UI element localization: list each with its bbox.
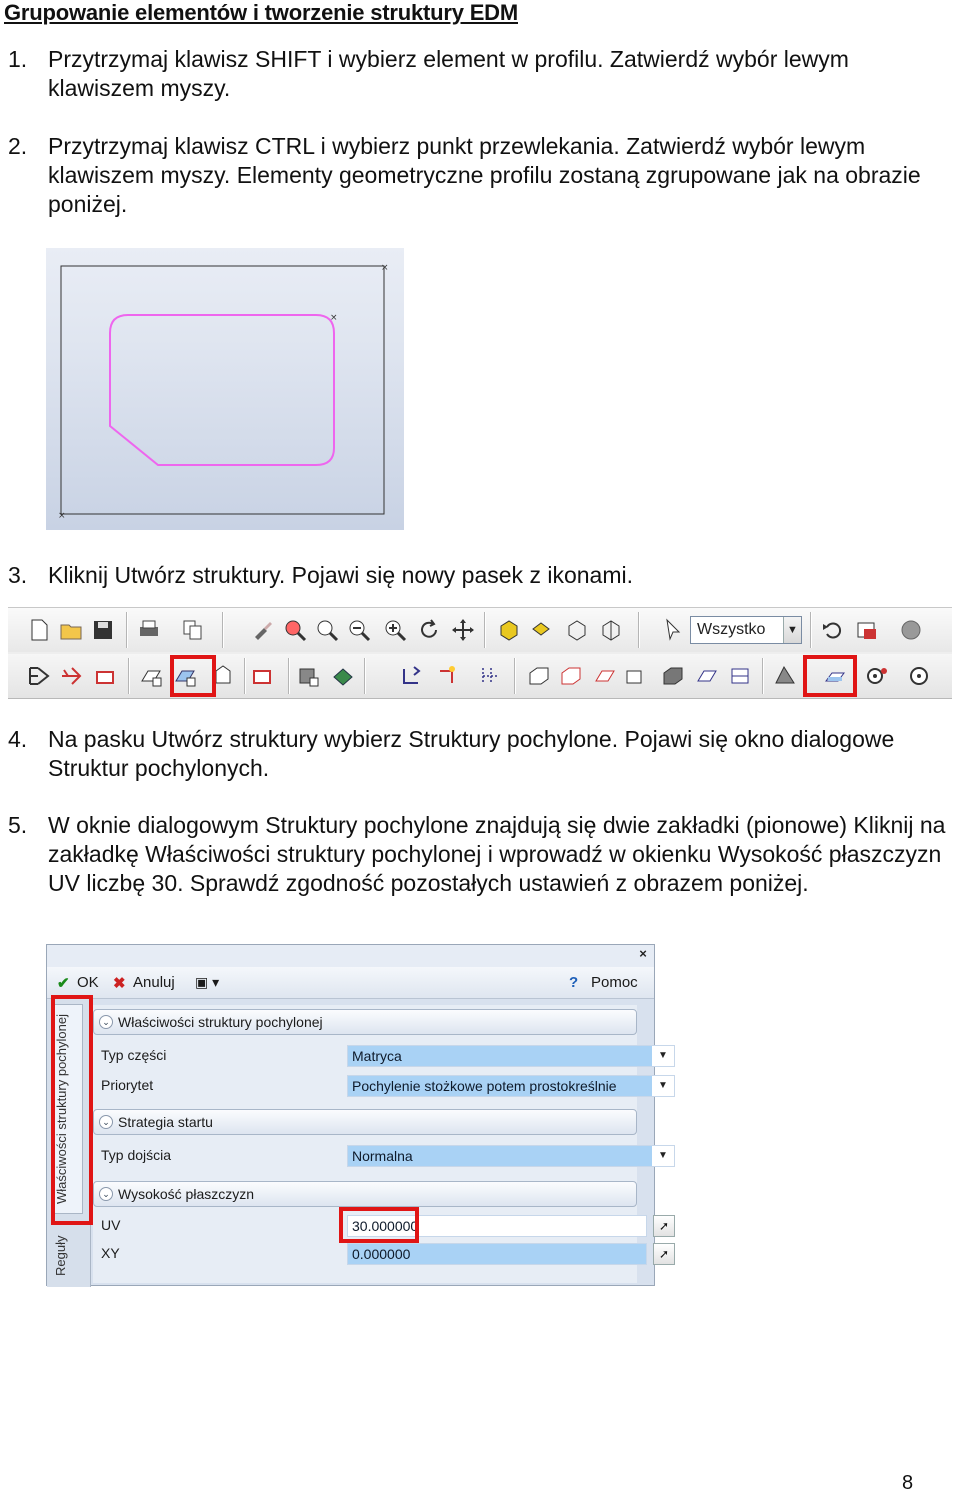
undo-icon[interactable] bbox=[820, 617, 846, 643]
create-structures-toolbar-screenshot bbox=[8, 607, 952, 699]
hidden-lines-icon[interactable] bbox=[598, 617, 624, 643]
cancel-x-icon: ✖ bbox=[113, 975, 126, 992]
close-icon[interactable]: × bbox=[639, 946, 647, 961]
dialog-titlebar bbox=[47, 945, 654, 967]
section-header[interactable] bbox=[93, 1109, 637, 1135]
reverse-icon[interactable] bbox=[398, 663, 424, 689]
toolbar-separator bbox=[128, 658, 130, 694]
chevron-down-icon[interactable]: ▼ bbox=[652, 1046, 674, 1066]
help-button[interactable]: Pomoc bbox=[591, 974, 638, 991]
chevron-down-icon[interactable]: ⌄ bbox=[99, 1015, 113, 1029]
step-4 bbox=[8, 725, 948, 783]
ok-button[interactable]: OK bbox=[77, 974, 99, 991]
toolbar-separator bbox=[222, 612, 224, 648]
rotate-icon[interactable] bbox=[416, 617, 442, 643]
toolbar-separator bbox=[288, 658, 290, 694]
box-outline-icon[interactable] bbox=[622, 663, 648, 689]
zoom-fit-icon[interactable] bbox=[382, 617, 408, 643]
select-cursor-icon[interactable] bbox=[660, 617, 686, 643]
step-text: Na pasku Utwórz struktury wybierz Struktury pochylone. Pojawi się okno dialogowe Struktur pochylonych. bbox=[48, 726, 895, 781]
solid-red-icon[interactable] bbox=[558, 663, 584, 689]
step-number: 1. bbox=[8, 46, 28, 72]
tapered-structures-dialog bbox=[46, 944, 670, 1286]
start-point-icon[interactable] bbox=[434, 663, 460, 689]
section-title: Właściwości struktury pochylonej bbox=[118, 1014, 323, 1030]
open-folder-icon[interactable] bbox=[58, 617, 84, 643]
toolbar-separator bbox=[810, 612, 812, 648]
step-2 bbox=[8, 132, 948, 219]
toolbar-separator bbox=[484, 612, 486, 648]
step-text: Kliknij Utwórz struktury. Pojawi się nowy pasek z ikonami. bbox=[48, 562, 633, 588]
properties-panel bbox=[93, 1005, 670, 1283]
frame-corner-marker: × bbox=[58, 511, 66, 521]
branch-icon[interactable] bbox=[58, 663, 84, 689]
page-number: 8 bbox=[902, 1472, 914, 1494]
xy-input[interactable] bbox=[347, 1243, 647, 1265]
chevron-down-icon[interactable]: ▼ bbox=[783, 617, 801, 643]
copy-icon[interactable] bbox=[180, 617, 206, 643]
chevron-down-icon[interactable]: ▼ bbox=[652, 1146, 674, 1166]
print-icon[interactable] bbox=[136, 617, 162, 643]
pick-cursor-icon[interactable]: ➚ bbox=[653, 1243, 675, 1265]
xy-value: 0.000000 bbox=[352, 1246, 411, 1262]
xy-label: XY bbox=[101, 1245, 120, 1261]
highlight-frame bbox=[339, 1207, 419, 1243]
cancel-button[interactable]: Anuluj bbox=[133, 974, 175, 991]
selection-filter-combo[interactable] bbox=[690, 616, 802, 644]
approach-type-select[interactable] bbox=[347, 1145, 675, 1167]
tab-tapered-structure-properties[interactable]: Właściwości struktury pochylonej bbox=[53, 1004, 83, 1214]
toolbar-separator bbox=[364, 658, 366, 694]
step-text: Przytrzymaj klawisz CTRL i wybierz punkt przewlekania. Zatwierdź wybór lewym klawiszem myszy. Elementy geometryczne profilu zostaną zgrupowane jak na obrazie poniżej. bbox=[48, 133, 921, 217]
section-title: Wysokość płaszczyzn bbox=[118, 1186, 255, 1202]
structure-tree-icon[interactable] bbox=[26, 663, 52, 689]
page-title: Grupowanie elementów i tworzenie struktury EDM bbox=[4, 0, 518, 25]
gear-icon[interactable] bbox=[906, 663, 932, 689]
toolbar-separator bbox=[244, 658, 246, 694]
selection-filter-value: Wszystko bbox=[697, 621, 766, 638]
part-type-value: Matryca bbox=[352, 1048, 402, 1064]
chevron-down-icon[interactable]: ⌄ bbox=[99, 1115, 113, 1129]
dialog-toolbar bbox=[47, 967, 654, 999]
toolbar-separator bbox=[762, 658, 764, 694]
wedge-icon[interactable] bbox=[592, 663, 618, 689]
draft-icon[interactable] bbox=[772, 663, 798, 689]
approach-type-label: Typ dojścia bbox=[101, 1147, 172, 1163]
toolbar-separator bbox=[514, 658, 516, 694]
pick-cursor-icon[interactable]: ➚ bbox=[653, 1215, 675, 1237]
cad-profile-screenshot bbox=[46, 248, 404, 530]
priority-value: Pochylenie stożkowe potem prostokreślnie bbox=[352, 1078, 617, 1094]
step-3 bbox=[8, 561, 948, 590]
help-icon: ? bbox=[569, 974, 579, 991]
grouped-profile bbox=[110, 315, 334, 465]
step-number: 2. bbox=[8, 133, 28, 159]
toolbar-separator bbox=[126, 612, 128, 648]
step-text: W oknie dialogowym Struktury pochylone znajdują się dwie zakładki (pionowe) Kliknij na zakładkę Właściwości struktury pochylonej i wprowadź w okienku Wysokość płaszczyzn UV liczbę 30. Sprawdź zgodność pozostałych ustawień z obrazem poniżej. bbox=[48, 812, 946, 896]
machine-structure-icon[interactable] bbox=[296, 663, 322, 689]
part-type-select[interactable] bbox=[347, 1045, 675, 1067]
settings-gear-icon[interactable] bbox=[864, 663, 890, 689]
zoom-icon[interactable] bbox=[314, 617, 340, 643]
save-icon[interactable] bbox=[90, 617, 116, 643]
threading-point-marker: × bbox=[330, 313, 338, 323]
zoom-red-icon[interactable] bbox=[282, 617, 308, 643]
section-header[interactable] bbox=[93, 1181, 637, 1207]
step-number: 3. bbox=[8, 562, 28, 588]
section-header[interactable] bbox=[93, 1009, 637, 1035]
transfer-structure-icon[interactable] bbox=[330, 663, 356, 689]
uv-label: UV bbox=[101, 1217, 121, 1233]
part-type-label: Typ części bbox=[101, 1047, 167, 1063]
priority-select[interactable] bbox=[347, 1075, 675, 1097]
shaded-view-icon[interactable] bbox=[496, 617, 522, 643]
step-text: Przytrzymaj klawisz SHIFT i wybierz element w profilu. Zatwierdź wybór lewym klawiszem myszy. bbox=[48, 46, 849, 101]
rectangle-structure-icon[interactable] bbox=[92, 663, 118, 689]
highlight-frame bbox=[803, 655, 857, 697]
step-number: 4. bbox=[8, 726, 28, 752]
highlight-frame bbox=[170, 655, 216, 697]
step-5 bbox=[8, 811, 948, 898]
step-number: 5. bbox=[8, 812, 28, 838]
solid-grey-icon[interactable] bbox=[660, 663, 686, 689]
step-1 bbox=[8, 45, 948, 103]
stop-icon[interactable] bbox=[898, 617, 924, 643]
highlight-frame bbox=[51, 995, 93, 1225]
points-grid-icon[interactable] bbox=[478, 663, 504, 689]
pattern-icon[interactable] bbox=[694, 663, 720, 689]
shaded-edges-icon[interactable] bbox=[528, 617, 554, 643]
solid-box-icon[interactable] bbox=[526, 663, 552, 689]
zoom-out-icon[interactable] bbox=[346, 617, 372, 643]
profile-drawing bbox=[46, 248, 404, 530]
pan-icon[interactable] bbox=[450, 617, 476, 643]
properties-icon[interactable] bbox=[854, 617, 880, 643]
uv-value: 30.000000 bbox=[352, 1218, 419, 1234]
frame-corner-marker: × bbox=[381, 263, 389, 273]
priority-label: Priorytet bbox=[101, 1077, 154, 1093]
toolbar-row-1 bbox=[8, 608, 952, 652]
tab-rules[interactable]: Reguły bbox=[53, 1235, 68, 1277]
chevron-down-icon[interactable]: ▼ bbox=[652, 1076, 674, 1096]
brush-icon[interactable] bbox=[250, 617, 276, 643]
cavity-structure-icon[interactable] bbox=[250, 663, 276, 689]
new-file-icon[interactable] bbox=[26, 617, 52, 643]
layers-icon[interactable] bbox=[728, 663, 754, 689]
chevron-down-icon[interactable]: ⌄ bbox=[99, 1187, 113, 1201]
toolbar-separator bbox=[638, 612, 640, 648]
wireframe-icon[interactable] bbox=[564, 617, 590, 643]
approach-type-value: Normalna bbox=[352, 1148, 413, 1164]
clipboard-icon[interactable]: ▣ ▾ bbox=[195, 974, 220, 990]
section-title: Strategia startu bbox=[118, 1114, 213, 1130]
structure-2d-icon[interactable] bbox=[138, 663, 164, 689]
check-icon: ✔ bbox=[57, 975, 70, 992]
